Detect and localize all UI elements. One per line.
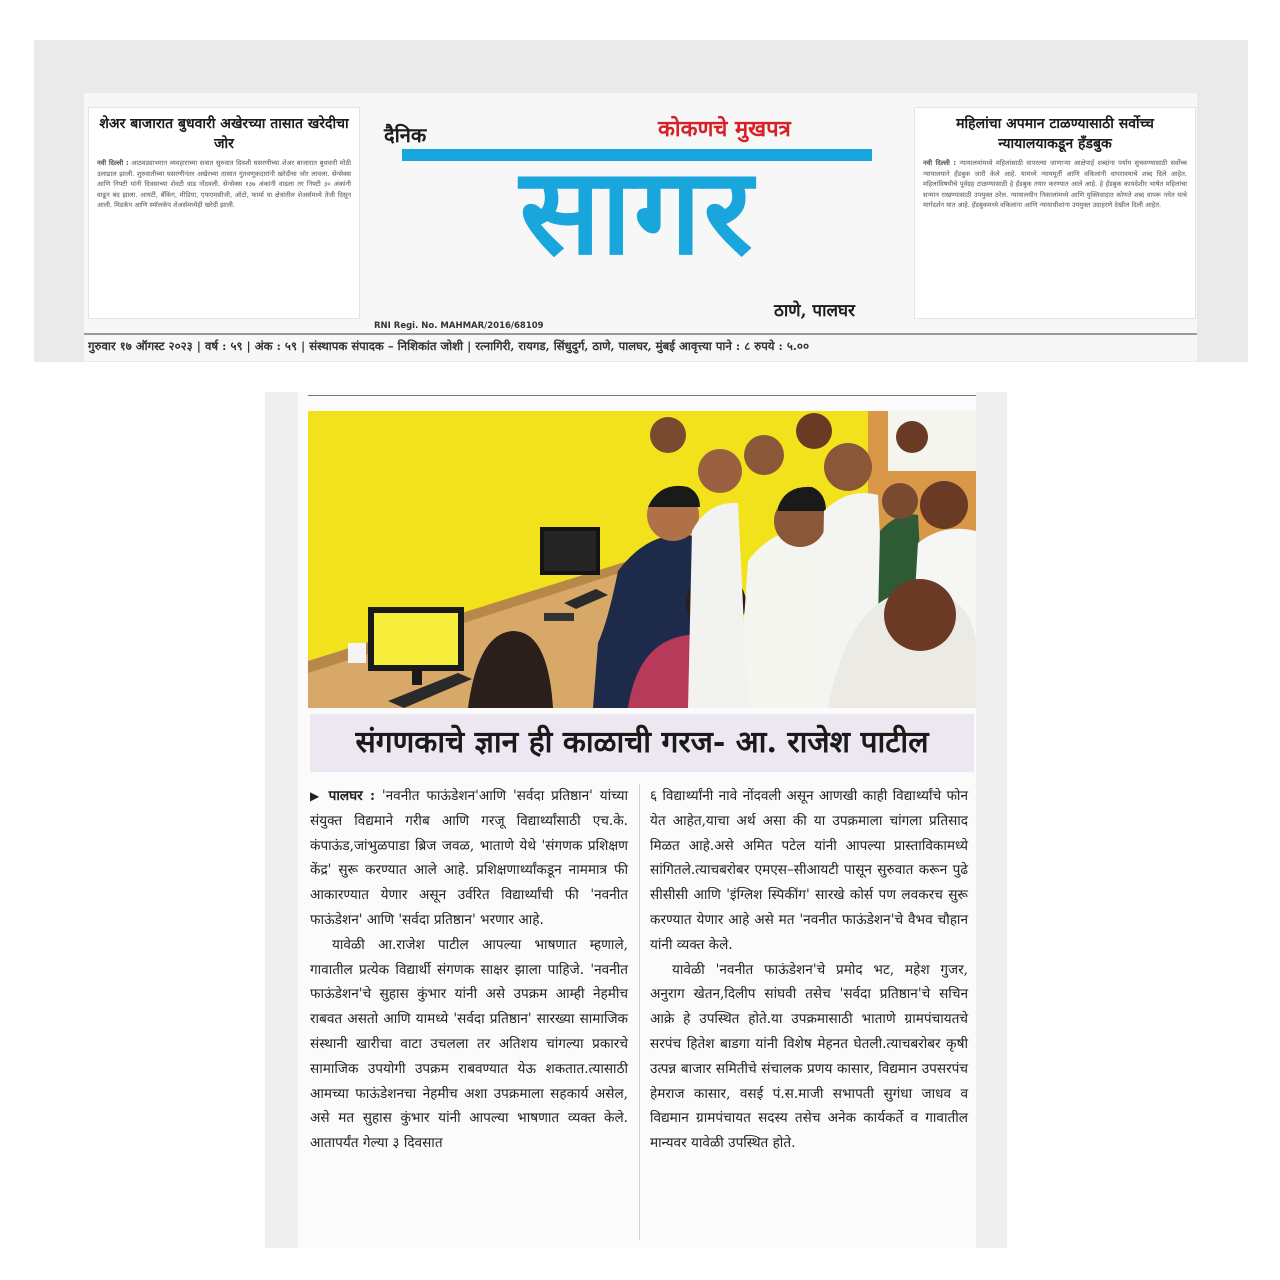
article-paragraph-3: ६ विद्यार्थ्यांनी नावे नोंदवली असून आणखी काही विद्यार्थ्यांचे फोन येत आहेत,याचा अर्थ असा की या उपक्रमाला चांगला प्रतिसाद मिळत आहे.असे अमित पटेल यांनी आपल्या प्रास्ताविकामध्ये सांगितले.त्याचबरोबर एमएस–सीआयटी पासून सुरुवात करून पुढे सीसीसी आणि 'इंग्लिश स्पिकींग' सारखे कोर्स पण लवकरच सुरू करण्यात येणार आहे असे मत 'नवनीत फाऊंडेशन'चे वैभव चौहान यांनी व्यक्त केले. <box>650 788 968 953</box>
article-column-right <box>650 784 968 1156</box>
dainik-label: दैनिक <box>384 123 427 147</box>
issue-dateline: गुरुवार १७ ऑगस्ट २०२३ | वर्ष : ५९ | अंक : ५९ | संस्थापक संपादक – निशिकांत जोशी | रत्नागिरी, रायगड, सिंधुदुर्ग, ठाणे, पालघर, मुंबई आवृत्त्या पाने : ८ रुपये : ५.०० <box>88 339 809 353</box>
dateline-arrow-icon: ▶ <box>310 789 322 803</box>
right-news-dateline: नवी दिल्ली : <box>923 159 957 167</box>
article-paragraph-1 <box>310 784 628 933</box>
left-news-dateline: नवी दिल्ली : <box>97 159 129 167</box>
article-paragraph-2: यावेळी आ.राजेश पाटील आपल्या भाषणात म्हणाले, गावातील प्रत्येक विद्यार्थी संगणक साक्षर झाला पाहिजे. 'नवनीत फाऊंडेशन'चे सुहास कुंभार यांनी असे उपक्रम आम्ही नेहमीच राबवत असतो आणि यामध्ये 'सर्वदा प्रतिष्ठान' सारख्या सामाजिक संस्थानी खारीचा वाटा उचलला तर अतिशय चांगल्या प्रकारचे सामाजिक उपयोगी उपक्रम राबवण्यात येऊ शकतात.त्यासाठी आमच्या फाऊंडेशनचा नेहमीच अशा उपक्रमाला सहकार्य असेल, असे मत सुहास कुंभार यांनी आपल्या भाषणात व्यक्त केले. आतापर्यंत गेल्या ३ दिवसात <box>310 936 628 1152</box>
newspaper-masthead <box>84 93 1197 361</box>
computer-lab-photo <box>308 411 976 708</box>
right-news-text: न्यायालयांमध्ये महिलांसाठी वापरल्या जाणाऱ्या आक्षेपार्ह शब्दांना पर्याय सुचवण्यासाठी सर्वोच्च न्यायालयाने हँडबुक जारी केले आहे. यामध्ये न्यायमूर्ती आणि वकिलांनी वापरावयाचे शब्द दिले आहेत. महिलांविषयीचे पूर्वग्रह टाळण्यासाठी हे हँडबुक तयार करण्यात आले आहे. हे हँडबुक कायदेशीर भाषेत महिलांचा सन्मान राखण्यासाठी उपयुक्त ठरेल. न्यायालयीन निकालांमध्ये आणि युक्तिवादात कोणते शब्द वापरू नयेत याचे मार्गदर्शन यात आहे. हँडबुकमध्ये वकिलांना आणि न्यायाधीशांना उपयुक्त उदाहरणे देखील दिली आहेत. <box>923 159 1187 209</box>
article-paragraph-4: यावेळी 'नवनीत फाऊंडेशन'चे प्रमोद भट, महेश गुजर, अनुराग खेतन,दिलीप सांघवी तसेच 'सर्वदा प्रतिष्ठान'चे सचिन आक्रे हे उपस्थित होते.या उपक्रमासाठी भाताणे ग्रामपंचायतचे सरपंच हितेश बाडगा यांनी विशेष मेहनत घेतली.त्याचबरोबर कृषी उत्पन्न बाजार समितीचे संचालक प्रणय कासार, विद्यमान उपसरपंच हेमराज कासार, वसई पं.स.माजी सभापती सुगंधा जाधव व विद्यमान ग्रामपंचायत सदस्य तसेच अनेक कार्यकर्ते व गावातील मान्यवर यावेळी उपस्थित होते. <box>650 961 968 1152</box>
article-photo <box>308 411 976 708</box>
article-headline: संगणकाचे ज्ञान ही काळाची गरज- आ. राजेश पाटील <box>310 714 974 772</box>
article-column-left <box>310 784 628 1156</box>
article-dateline: पालघर : <box>328 788 376 804</box>
left-news-headline: शेअर बाजारात बुधवारी अखेरच्या तासात खरेदीचा जोर <box>99 116 349 152</box>
rni-number: RNI Regi. No. MAHMAR/2016/68109 <box>374 321 544 331</box>
right-news-box <box>914 107 1196 319</box>
right-news-headline: महिलांचा अपमान टाळण्यासाठी सर्वोच्च न्यायालयाकडून हँडबुक <box>956 116 1154 152</box>
left-news-box <box>88 107 360 319</box>
dateline-rule <box>84 333 1197 335</box>
left-news-body <box>97 158 351 283</box>
top-rule <box>308 395 976 396</box>
article-clipping <box>265 392 1007 1248</box>
left-news-text: आठवड्याभरात व्यवहाराच्या सत्रात सुरुवात दिवशी घसरणीच्या शेअर बाजारात बुधवारी मोठी उलाढाल झाली. शुरुवातीच्या घसरणीनंतर अखेरच्या तासात गुंतवणूकदारांनी खरेदीचा जोर लावला. सेन्सेक्स आणि निफ्टी यांनी दिवसाच्या शेवटी वाढ नोंदवली. सेन्सेक्स १३७ अंकांनी वाढला तर निफ्टी ३० अंकांनी वाढून बंद झाला. आयटी, बँकिंग, मीडिया, एफएमसीजी, ऑटो, फार्मा या क्षेत्रांतील शेअर्समध्ये तेजी दिसून आली. मिडकॅप आणि स्मॉलकॅप शेअर्समध्येही खरेदी झाली. <box>97 159 351 209</box>
edition-place: ठाणे, पालघर <box>774 301 855 321</box>
newspaper-logo: सागर <box>519 145 755 281</box>
article-page <box>298 392 976 1248</box>
right-news-body <box>923 158 1187 283</box>
article-paragraph-1-text: 'नवनीत फाऊंडेशन'आणि 'सर्वदा प्रतिष्ठान' यांच्या संयुक्त विद्यमाने गरीब आणि गरजू विद्यार्थ्यांसाठी एच.के. कंपाऊंड,जांभुळपाडा ब्रिज जवळ, भाताणे येथे 'संगणक प्रशिक्षण केंद्र' सुरू करण्यात आले आहे. प्रशिक्षणार्थ्यांकडून नाममात्र फी आकारण्यात येणार असून उर्वरित विद्यार्थ्यांची फी 'नवनीत फाऊंडेशन' आणि 'सर्वदा प्रतिष्ठान' भरणार आहे. <box>310 788 628 928</box>
column-divider <box>639 784 640 1240</box>
masthead-tagline: कोकणचे मुखपत्र <box>658 116 791 142</box>
